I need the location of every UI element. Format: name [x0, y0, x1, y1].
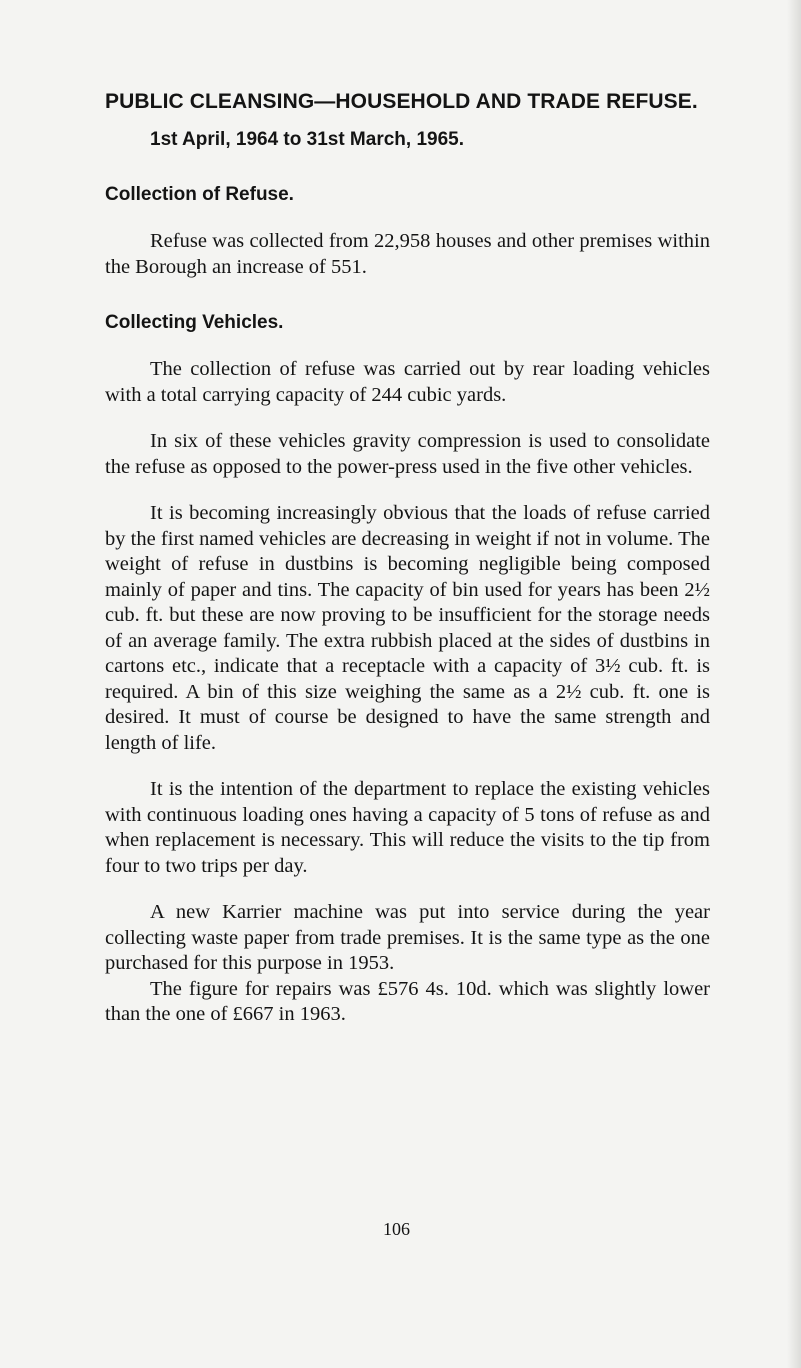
- page-edge-shadow: [787, 0, 801, 1368]
- paragraph-vehicles-3: It is becoming increasingly obvious that the loads of refuse carried by the first named vehicles are decreasing in weight if not in volume. The weight of refuse in dustbins is becoming negligible being composed mainly of paper and tins. The capacity of bin used for years has been 2½ cub. ft. but these are now proving to be insufficient for the storage needs of an average family. The extra rubbish placed at the sides of dustbins in cartons etc., indicate that a receptacle with a capacity of 3½ cub. ft. is required. A bin of this size weighing the same as a 2½ cub. ft. one is desired. It must of course be designed to have the same strength and length of life.: [105, 502, 710, 754]
- page-number: 106: [383, 1219, 410, 1239]
- paragraph-vehicles-5: A new Karrier machine was put into service during the year collecting waste paper from trade premises. It is the same type as the one purchased for this purpose in 1953.: [105, 901, 710, 974]
- paragraph-vehicles-4: It is the intention of the department to replace the existing vehicles with continuous loading ones having a capacity of 5 tons of refuse as and when replacement is necessary. This will reduce the visits to the tip from four to two trips per day.: [105, 778, 710, 877]
- section-heading-vehicles: Collecting Vehicles.: [105, 312, 284, 333]
- paragraph-vehicles-1: The collection of refuse was carried out by rear loading vehicles with a total carrying capacity of 244 cubic yards.: [105, 358, 710, 406]
- document-title: PUBLIC CLEANSING—HOUSEHOLD AND TRADE REFUSE.: [105, 90, 698, 113]
- section-heading-collection: Collection of Refuse.: [105, 184, 294, 205]
- paragraph-vehicles-6: The figure for repairs was £576 4s. 10d. which was slightly lower than the one of £667 in 1963.: [105, 977, 710, 1025]
- document-period: 1st April, 1964 to 31st March, 1965.: [150, 129, 465, 150]
- paragraph-vehicles-2: In six of these vehicles gravity compression is used to consolidate the refuse as opposed to the power-press used in the five other vehicles.: [105, 430, 710, 478]
- paragraph-collection-1: Refuse was collected from 22,958 houses and other premises within the Borough an increase of 551.: [105, 230, 710, 278]
- document-page: [105, 88, 710, 1028]
